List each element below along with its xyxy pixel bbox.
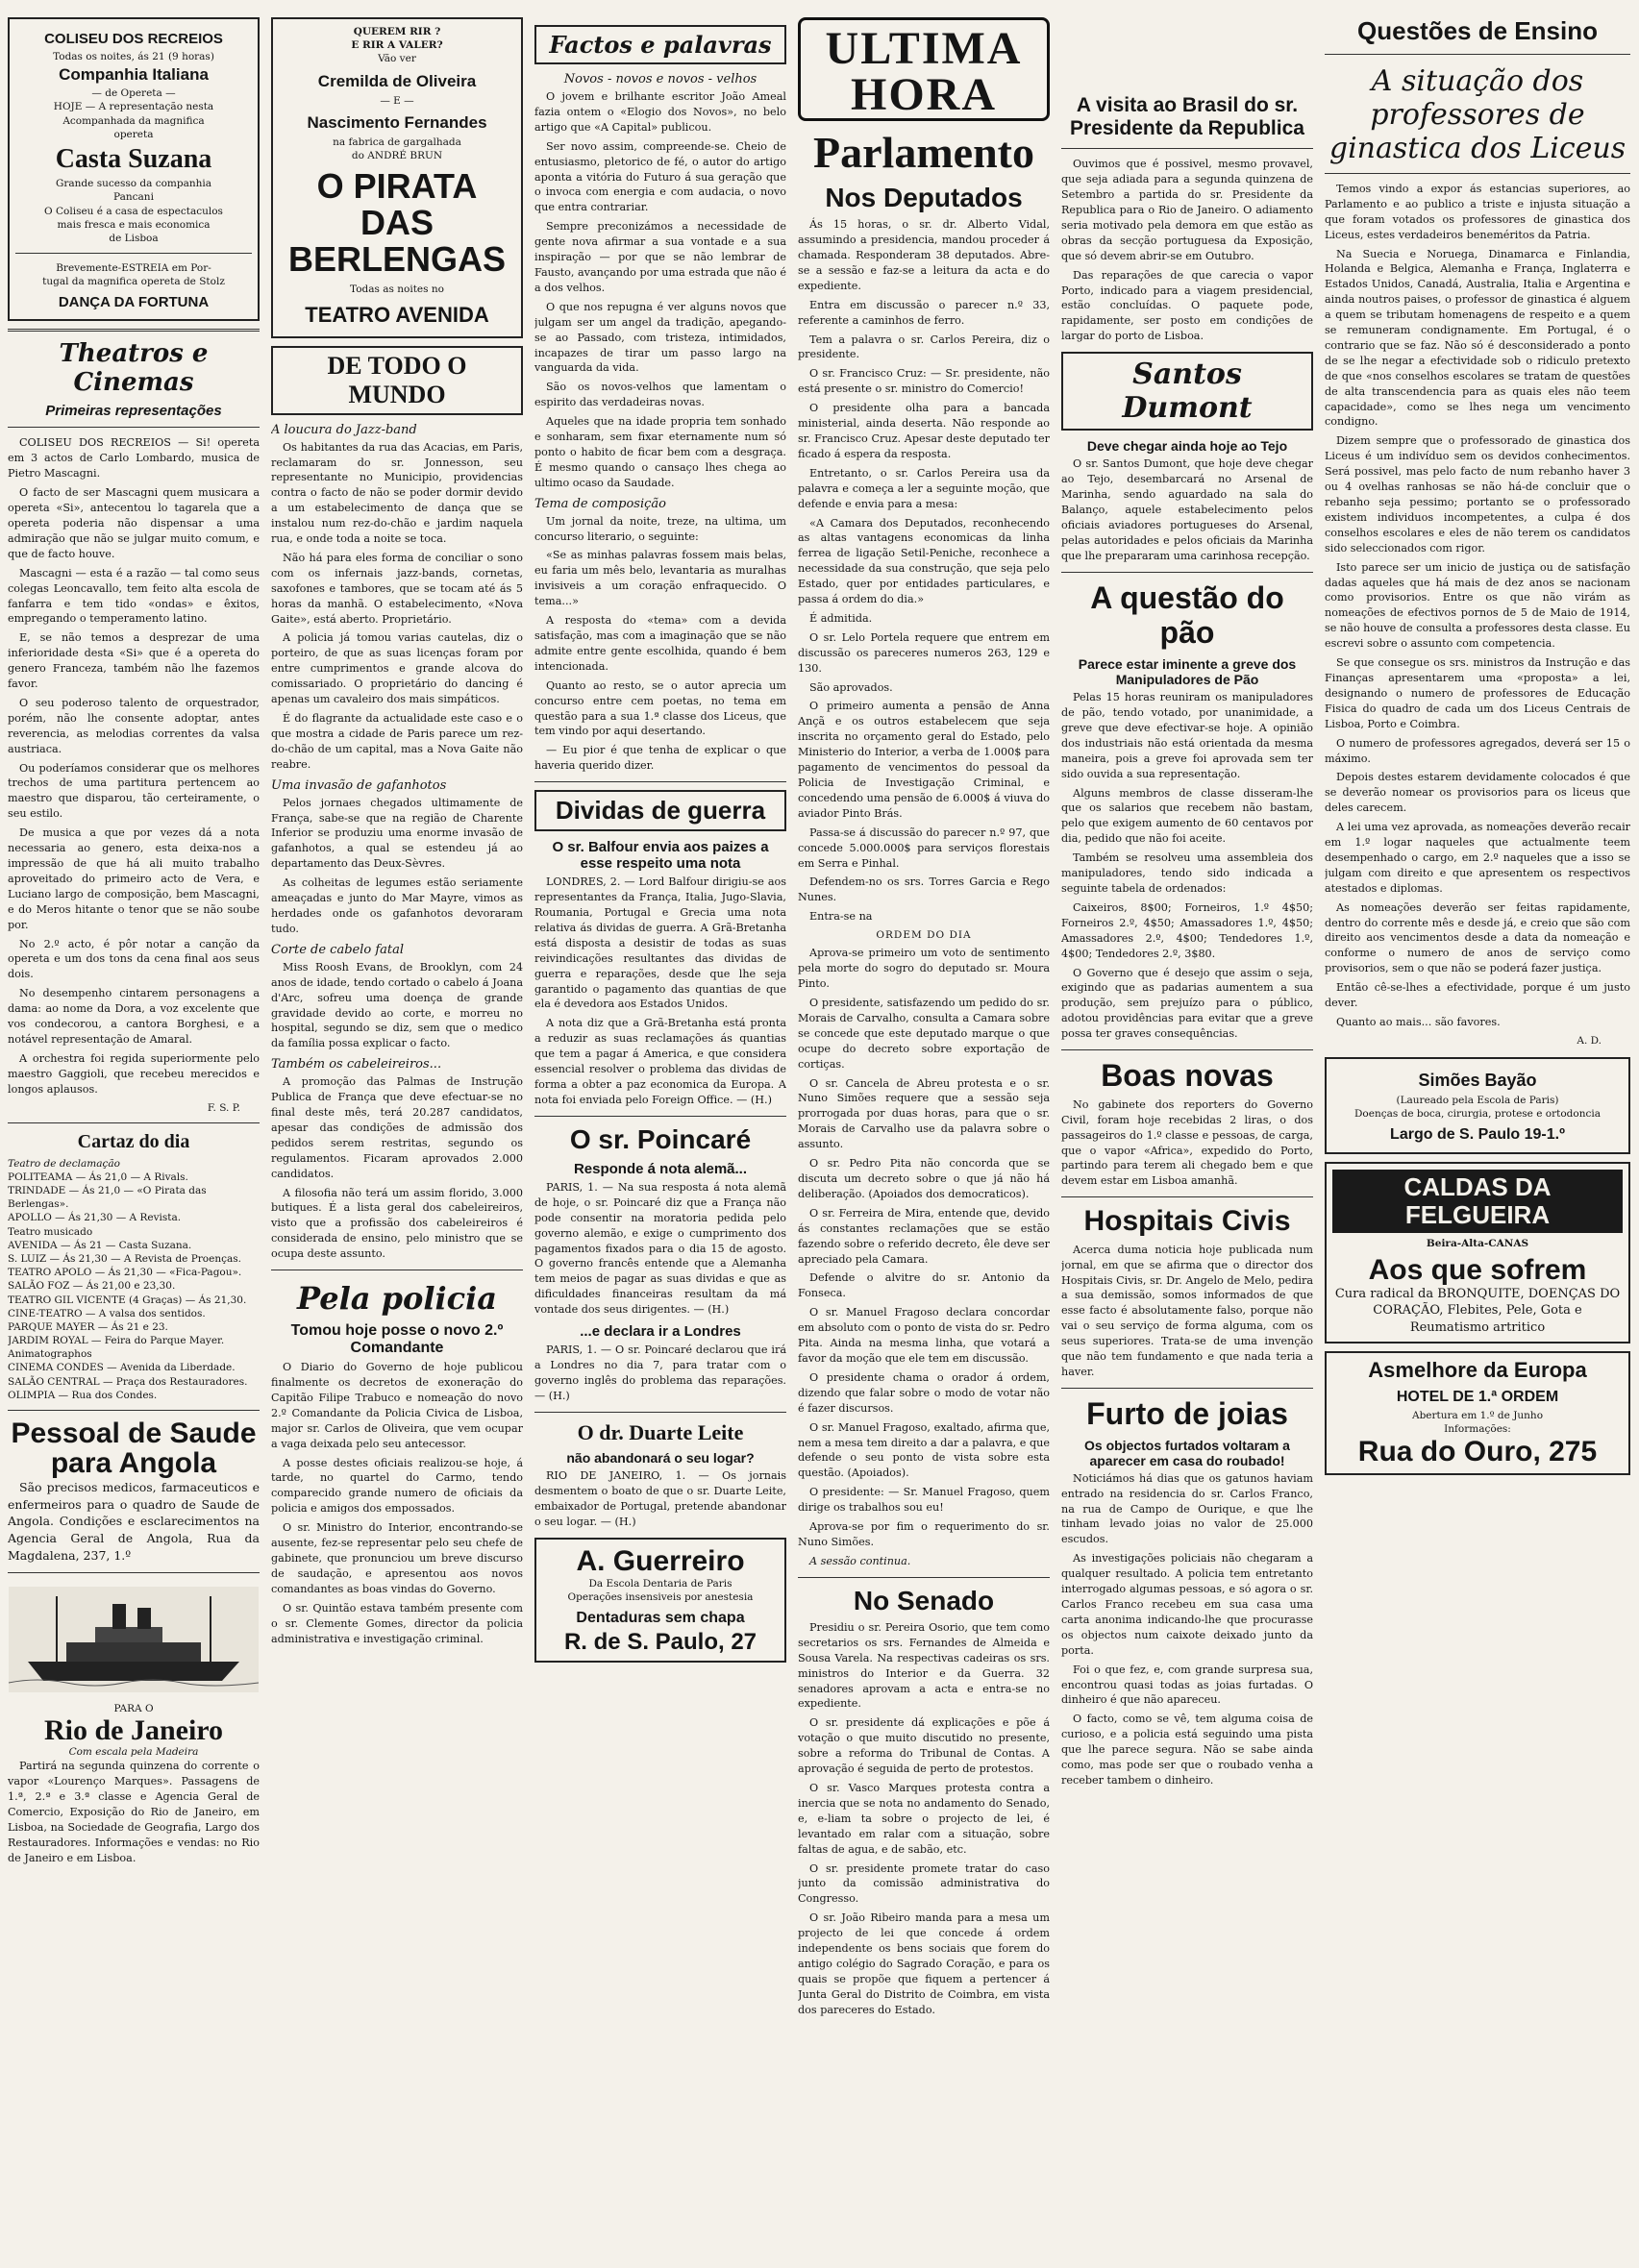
ad-line: HOJE — A representação nesta xyxy=(53,101,214,113)
paragraph: A posse destes oficiais realizou-se hoje, á tarde, no quartel do Carmo, tendo comparecido grande numero de oficiais da policia e amigos dos empossados. xyxy=(271,1456,523,1516)
cartaz-line: OLIMPIA — Rua dos Condes. xyxy=(8,1389,158,1401)
coliseu-ad xyxy=(8,17,260,321)
paragraph: O sr. Manuel Fragoso declara concordar em absoluto com o ponto de vista do sr. Pedro Pita. Ainda na mesma linha, que votará a favor da moção que ele tem em discussão. xyxy=(798,1306,1050,1365)
paragraph: Também se resolveu uma assembleia dos manipuladores, tendo sido indicada a seguinte tabela de ordenados: xyxy=(1061,851,1313,895)
furto-subheading: Os objectos furtados voltaram a aparecer em casa do roubado! xyxy=(1084,1437,1290,1468)
paragraph: De musica a que por vezes dá a nota necessaria ao genero, esta deixa-nos a impressão de que há ali muito trabalho aproveitado do primeiro acto de Vera, e Luciano largo de composição, bem Mascagni, e do Meros hitante o tenor que se não soube por. xyxy=(8,826,260,931)
paragraph: Defendem-no os srs. Torres Garcia e Rego Nunes. xyxy=(798,875,1050,904)
cartaz-line: AVENIDA — Ás 21 — Casta Suzana. xyxy=(8,1239,192,1251)
column-1 xyxy=(8,17,260,2256)
santos-heading: Santos Dumont xyxy=(1061,352,1313,431)
cartaz-line: TEATRO APOLO — Ás 21,30 — «Fica-Pagou». xyxy=(8,1267,242,1279)
cartaz-line: APOLLO — Ás 21,30 — A Revista. xyxy=(8,1212,182,1224)
paragraph: O presidente chama o orador á ordem, dizendo que falar sobre o modo de votar não é fazer discursos. xyxy=(798,1370,1050,1415)
ad-company: Companhia Italiana xyxy=(59,65,209,85)
ad-name: Asmelhore da Europa xyxy=(1368,1358,1587,1383)
rio-heading: Rio de Janeiro xyxy=(43,1713,224,1746)
cartaz-line: Animatographos xyxy=(8,1348,92,1361)
leite-heading: O dr. Duarte Leite xyxy=(577,1419,744,1444)
ad-line: — de Opereta — xyxy=(91,87,176,100)
paragraph: Aprova-se primeiro um voto de sentimento pela morte do sogro do deputado sr. Moura Pinto. xyxy=(798,947,1050,991)
paragraph: Entra em discussão o parecer n.º 33, referente a caminhos de ferro. xyxy=(798,298,1050,327)
leite-subheading: não abandonará o seu logar? xyxy=(566,1450,755,1467)
ensino-heading: Questões de Ensino xyxy=(1357,17,1598,45)
ad-line: Brevemente-ESTREIA em Por- xyxy=(56,262,211,275)
paragraph: No desempenho cintarem personagens a dama: ao nome da Dora, a voz excelente que vos condecorou, a cantora Borghesi, e a notável representação de Amaral. xyxy=(8,987,260,1046)
paragraph: Miss Roosh Evans, de Brooklyn, com 24 anos de idade, tendo cortado o cabelo á Joana d'Arc, sofreu uma doença de grande gravidade devido ao corte, e morreu no hospital, segundo se diz, sem que o medico da família possa explicar o facto. xyxy=(271,960,523,1050)
paragraph: Das reparações de que carecia o vapor Porto, indicado para a viagem presidencial, estão concluídas. O paquete pode, rapidamente, ser posto em condições de largar do porto de Lisboa. xyxy=(1061,268,1313,343)
ad-line: Pancani xyxy=(113,191,154,204)
paragraph: «A Camara dos Deputados, reconhecendo as altas vantagens economicas da linha ferrea de ligação Setil-Peniche, reconhece a necessidade da sua construção, que seja pelo Estado, quer por entidades particulares, e passa á ordem do dia.» xyxy=(798,516,1050,606)
paragraph: «Se as minhas palavras fossem mais belas, eu faria um mês belo, levantaria as muralhas invisiveis a um coração enfraquecido. O tema...» xyxy=(534,549,786,608)
paragraph: Caixeiros, 8$00; Forneiros, 1.º 4$50; Forneiros 2.º, 4$50; Amassadores 1.º, 4$50; Amassadores 2.º, 4$00; Tendedores 1.º, 4$00; Tendedores 2.º, 3$80. xyxy=(1061,900,1313,960)
ad-show-title: Casta Suzana xyxy=(55,143,212,174)
rio-subheading: Com escala pela Madeira xyxy=(68,1746,199,1759)
ad-name: Nascimento Fernandes xyxy=(307,112,487,132)
paragraph: O que nos repugna é ver alguns novos que julgam ser um angel da tradição, apegando-se ao Passado, com tristeza, intimidados, incapazes de tirar um passo largo na vanguarda da vida. xyxy=(534,300,786,375)
deputados-heading: Nos Deputados xyxy=(825,183,1023,212)
ad-line: Vão ver xyxy=(378,53,416,65)
paragraph: Alguns membros de classe disseram-lhe que os salarios que recebem não bastam, pelo que exigem aumento de 60 centavos por dia, pedido que não foi aceite. xyxy=(1061,786,1313,846)
paragraph: Depois destes estarem devidamente colocados é que se deverão nomear os provisorios para os liceus que deles carecem. xyxy=(1325,771,1630,815)
ad-line: (Laureado pela Escola de Paris) xyxy=(1396,1095,1559,1107)
paragraph: Noticiámos há dias que os gatunos haviam entrado na residencia do sr. Carlos Franco, na rua de Campo de Ourique, e que lhe tinham levado joias no valor de 25.000 escudos. xyxy=(1061,1471,1313,1546)
ad-title: COLISEU DOS RECREIOS xyxy=(44,31,223,47)
ad-line: opereta xyxy=(113,128,154,140)
paragraph: A promoção das Palmas de Instrução Publica de França que deve efectuar-se no final deste mês, terá 20.287 candidatos, apesar das condições de admissão dos pedidos serem restritas, segundo os regulamentos. Ficaram aprovados 2.000 candidatos. xyxy=(271,1075,523,1180)
paragraph: Ás 15 horas, o sr. dr. Alberto Vidal, assumindo a presidencia, mandou proceder á chamada. Responderam 38 deputados. Abre-se a sessão e faz-se a leitura da acta e do expediente. xyxy=(798,218,1050,292)
column-2 xyxy=(271,17,523,2256)
dividas-subheading: O sr. Balfour envia aos paizes a esse respeito uma nota xyxy=(552,839,769,873)
senado-heading: No Senado xyxy=(853,1585,995,1615)
ad-address: R. de S. Paulo, 27 xyxy=(563,1628,757,1655)
paragraph: No 2.º acto, é pôr notar a canção da opereta e um dos tons da cena final aos seus dois. xyxy=(8,937,260,981)
paragraph: O Governo que é desejo que assim o seja, exigindo que as padarias aumentem a sua produção, sem prejuízo para o público, adotou providências para evitar que a greve possa ter graves consequências. xyxy=(1061,966,1313,1041)
signature: A. D. xyxy=(1577,1034,1602,1047)
ad-line: mais fresca e mais economica xyxy=(57,218,211,231)
paragraph: Foi o que fez, e, com grande surpresa sua, encontrou quasi todas as joias furtadas. O dinheiro é que não apareceu. xyxy=(1061,1663,1313,1707)
bayao-ad xyxy=(1325,1057,1630,1154)
ad-name: Simões Bayão xyxy=(1418,1071,1537,1091)
paragraph: Defende o alvitre do sr. Antonio da Fonseca. xyxy=(798,1271,1050,1300)
rio-pre: PARA O xyxy=(113,1702,154,1714)
paragraph: A lei uma vez aprovada, as nomeações deverão recair em 1.º logar naqueles que actualmente teem desempenhado o cargo, em 2.º naqueles que a isso se julgam com direito e que apresentem os respectivos atestados e diplomas. xyxy=(1325,821,1630,895)
paragraph: O presidente: — Sr. Manuel Fragoso, quem dirige os trabalhos sou eu! xyxy=(798,1486,1050,1515)
paragraph: O seu poderoso talento de orquestrador, porém, não lhe consente adoptar, antes reverencia, as melodias correntes da valsa austriaca. xyxy=(8,696,260,755)
ensino-headline: A situação dos professores de ginastica dos Liceus xyxy=(1329,63,1627,165)
signature: F. S. P. xyxy=(207,1101,240,1114)
paragraph: O sr. Ferreira de Mira, entende que, devido ás constantes reclamações que se estão fazendo sobre o referido decreto, êle deve ser apreciado pela Camara. xyxy=(798,1206,1050,1266)
ultima-hora-banner: ULTIMA HORA xyxy=(798,17,1050,121)
paragraph: O primeiro aumenta a pensão de Anna Ançã e os outros estabelecem que seja inscrita no orçamento geral do Estado, pelo Ministerio do Interior, a verba de 1.000$ para pagamento de vencimentos do pessoal da Policia de Investigação Criminal, e concedendo uma pensão de 6.000$ á viuva do aviador Pinto Brás. xyxy=(798,700,1050,820)
policia-heading: Pela policia xyxy=(297,1280,497,1318)
paragraph: Acerca duma noticia hoje publicada num jornal, em que se afirma que o director dos Hospitais Civis, sr. Dr. Angelo de Melo, pedira a sua demissão, somos informados de que esse facto é absolutamente falso, porque não vai o seu serviço de forma alguma, com os seus superiores. Trata-se de uma invenção que não tem fundamento e que nada teria a haver. xyxy=(1061,1243,1313,1379)
pao-heading: A questão do pão xyxy=(1090,579,1284,651)
paragraph: O sr. Vasco Marques protesta contra a inercia que se nota no andamento do Senado, e, e-liam ta sobre o projecto de lei, é levantado em ralar com a situação, sobre faltas de agua, e de sabão, etc. xyxy=(798,1782,1050,1856)
paragraph: O presidente, satisfazendo um pedido do sr. Morais de Carvalho, consulta a Camara sobre se concede que este deputado marque o que ocupe do decreto sobre exportação de cortiças. xyxy=(798,997,1050,1071)
cartaz-line: JARDIM ROYAL — Feira do Parque Mayer. xyxy=(8,1335,225,1347)
cartaz-line: SALÃO CENTRAL — Praça dos Restauradores. xyxy=(8,1375,248,1388)
paragraph: Um jornal da noite, treze, na ultima, um concurso literario, o seguinte: xyxy=(534,514,786,543)
dividas-heading: Dividas de guerra xyxy=(534,790,786,831)
factos-heading: Factos e palavras xyxy=(534,25,786,64)
paragraph: O sr. Quintão estava também presente com o sr. Clemente Gomes, director da policia administrativa e investigação criminal. xyxy=(271,1601,523,1645)
parlamento-heading: Parlamento xyxy=(813,128,1034,177)
cartaz-line: CINE-TEATRO — A valsa dos sentidos. xyxy=(8,1307,206,1319)
paragraph: O sr. Cancela de Abreu protesta e o sr. Nuno Simões requere que a sessão seja prorrogada por duas horas, para que o sr. Morais de Carvalho use da palavra sobre o assunto. xyxy=(798,1076,1050,1151)
ad-name: A. Guerreiro xyxy=(576,1544,745,1577)
column-4 xyxy=(798,17,1050,2256)
ad-line: E RIR A VALER? xyxy=(351,39,443,52)
cartaz-line: TEATRO GIL VICENTE (4 Graças) — Ás 21,30. xyxy=(8,1294,247,1306)
poincare-subheading-2: ...e declara ir a Londres xyxy=(580,1323,741,1341)
guerreiro-ad xyxy=(534,1538,786,1664)
paragraph: O sr. presidente dá explicações e põe á votação o que muito discutido no presente, sobre a reforma do Tribunal de Contas. A aprovação é seguida de perto de protestos. xyxy=(798,1716,1050,1776)
poincare-subheading: Responde á nota alemã... xyxy=(573,1160,748,1177)
ad-name: CALDAS DA FELGUEIRA xyxy=(1332,1170,1623,1232)
paragraph: O facto, como se vê, tem alguma coisa de curioso, e a policia está seguindo uma pista que lhe parece segura. Não se sabe ainda como, mas pode ser que o roubado venha a receber tambem o dinheiro. xyxy=(1061,1713,1313,1787)
cartaz-line: SALÃO FOZ — Ás 21,00 e 23,30. xyxy=(8,1280,176,1293)
paragraph: Aprova-se por fim o requerimento do sr. Nuno Simões. xyxy=(798,1520,1050,1548)
paragraph: Se que consegue os srs. ministros da Instrução e das Finanças apresentarem uma «proposta» a lei, designando o numero de professores de Educação Fisica do quadro de cada um dos Liceus Centrais de Lisboa, Porto e Coimbra. xyxy=(1325,656,1630,730)
paragraph: LONDRES, 2. — Lord Balfour dirigiu-se aos representantes da França, Italia, Jugo-Slavia, Roumania, Portugal e Grecia uma nota relativa ás dividas de guerra. A Grã-Bretanha está disposta a desistir de todas as suas reivindicações resultantes das dividas de guerra e reparações, desde que lhe seja garantido o pagamento das quantias de que ela é devedora aos Estados Unidos. xyxy=(534,875,786,1011)
paragraph: O sr. Francisco Cruz: — Sr. presidente, não está presente o sr. ministro do Comercio! xyxy=(798,367,1050,396)
paragraph: Temos vindo a expor ás estancias superiores, ao Parlamento e ao publico a triste e injusta situação a que foram votados os professores de ginastica dos Liceus, estes verdadeiros beneméritos da Patria. xyxy=(1325,182,1630,241)
cartaz-line: POLITEAMA — Ás 21,0 — A Rivals. xyxy=(8,1171,188,1183)
cartaz-line: CINEMA CONDES — Avenida da Liberdade. xyxy=(8,1362,236,1374)
ad-line: Dentaduras sem chapa xyxy=(576,1609,745,1626)
santos-subheading: Deve chegar ainda hoje ao Tejo xyxy=(1086,438,1288,455)
ad-line: do ANDRÉ BRUN xyxy=(351,149,443,161)
felgueira-ad xyxy=(1325,1162,1630,1344)
ad-line: HOTEL DE 1.ª ORDEM xyxy=(1396,1388,1559,1405)
section-head: Tema de composição xyxy=(534,496,666,511)
paragraph: Pelas 15 horas reuniram os manipuladores de pão, tendo votado, por unanimidade, a greve que deve efectivar-se hoje. A opinião dos industriais não está orientada da mesma maneira, pois a greve foi aprovada sem ter sido ouvida a sua representação. xyxy=(1061,691,1313,780)
ad-name: Cremilda de Oliveira xyxy=(317,71,477,90)
paragraph: É admitida. xyxy=(809,611,873,625)
ad-theatre: TEATRO AVENIDA xyxy=(305,302,489,327)
paragraph: Quanto ao mais... são favores. xyxy=(1336,1016,1501,1029)
cartaz-heading: Cartaz do dia xyxy=(77,1130,190,1152)
paragraph: Quanto ao resto, se o autor aprecia um concurso entre cem poetas, no tema em questão para a sua 1.ª classe dos Liceus, que tem vindo por aqui desertando. xyxy=(534,678,786,738)
ad-show-title: O PIRATA DAS BERLENGAS xyxy=(287,166,507,279)
paragraph: Presidiu o sr. Pereira Osorio, que tem como secretarios os srs. Fernandes de Almeida e Sousa Varela. Na respectivas cadeiras os srs. ministros do Interior e da Guerra. 32 senadores aprovam a acta e entra-se no expediente. xyxy=(798,1620,1050,1711)
section-head: Corte de cabelo fatal xyxy=(271,942,405,957)
ad-slogan: Aos que sofrem xyxy=(1368,1253,1587,1286)
paragraph: — Eu pior é que tenha de explicar o que haveria querido dizer. xyxy=(534,744,786,773)
paragraph: RIO DE JANEIRO, 1. — Os jornais desmentem o boato de que o sr. Duarte Leite, embaixador de Portugal, pretende abandonar o seu logar. — (H.) xyxy=(534,1469,786,1528)
column-5 xyxy=(1061,17,1313,2256)
ad-line: Cura radical da BRONQUITE, DOENÇAS DO CORAÇÃO, Flebites, Pele, Gota e Reumatismo artritico xyxy=(1334,1286,1621,1335)
cartaz-line: Teatro musicado xyxy=(8,1225,93,1238)
pao-subheading: Parece estar iminente a greve dos Manipuladores de Pão xyxy=(1078,656,1297,688)
boas-novas-heading: Boas novas xyxy=(1101,1058,1274,1094)
theatres-subheading: Primeiras representações xyxy=(45,403,222,420)
ad-line: Acompanhada da magnifica xyxy=(62,114,205,127)
paragraph: O sr. Pedro Pita não concorda que se discuta um decreto sobre o que já não há deliberação. (Apoiados dos democraticos). xyxy=(798,1157,1050,1200)
ad-line: Abertura em 1.º de Junho xyxy=(1411,1409,1544,1421)
paragraph: O sr. Lelo Portela requere que entrem em discussão os pareceres numeros 263, 129 e 130. xyxy=(798,630,1050,675)
paragraph: PARIS, 1. — Na sua resposta á nota alemã de hoje, o sr. Poincaré diz que a França não pode consentir na moratoria pedida pelo governo alemão, e exige o cumprimento dos pagamentos fixados para o dia 15 de agosto. O governo francês entende que a Alemanha tem meios de pagar as suas dividas e que as dificuldades financeiras resultam da má vontade dos seus dirigentes. — (H.) xyxy=(534,1180,786,1317)
paragraph: Os habitantes da rua das Acacias, em Paris, reclamaram do sr. Jonnesson, seu representante no Municipio, providencias contra o facto de não se poder dormir devido a um estabelecimento de dança que se instalou num rez-do-chão e jardim naquela rua, e onde toda a noite se toca. xyxy=(271,440,523,546)
paragraph: O sr. presidente promete tratar do caso junto da comissão administrativa do Congresso. xyxy=(798,1861,1050,1906)
ad-line: — E — xyxy=(380,94,414,107)
ad-line: QUEREM RIR ? xyxy=(353,26,441,37)
ad-line: tugal da magnifica opereta de Stolz xyxy=(42,276,225,288)
ad-line: Operações insensiveis por anestesia xyxy=(567,1590,754,1603)
section-head: Uma invasão de gafanhotos xyxy=(271,777,447,793)
ad-address: Rua do Ouro, 275 xyxy=(1357,1435,1598,1467)
cartaz-line: PARQUE MAYER — Ás 21 e 23. xyxy=(8,1320,168,1333)
paragraph: Dizem sempre que o professorado de ginastica dos Liceus é um indivíduo sem os devidos conhecimentos. Será possivel, mas pelo facto de num rebanho haver 3 ou 4 ovelhas ranhosas se não há-de concluir que o rebanho seja pessimo; portanto se o professorado existem individuos incompetentes, a culpa é dos conselhos escolares e eles de não terem os candidatos sido seleccionados com rigor. xyxy=(1325,434,1630,555)
paragraph: Então cê-se-lhes a efectividade, porque é um justo dever. xyxy=(1325,981,1630,1010)
paragraph: PARIS, 1. — O sr. Poincaré declarou que irá a Londres no dia 7, para tratar com o governo inglês do problema das reparações. — (H.) xyxy=(534,1344,786,1402)
paragraph: São aprovados. xyxy=(809,680,893,694)
paragraph: Isto parece ser um inicio de justiça ou de satisfação dadas aqueles que há mais de dez anos se nacionam como provisorios. Entre os que não virám as nomeações de efectivos pornos de 5 de Maio de 1914, se não houve de consulta a professores desta classe. Eu escrevi sobre o assunto com competencia. xyxy=(1325,560,1630,651)
paragraph: Passa-se á discussão do parecer n.º 97, que concede 5.000.000$ para serviços florestais em Serra e Pinhal. xyxy=(798,826,1050,870)
paragraph: Pelos jornaes chegados ultimamente de França, sabe-se que na região de Charente Inferior se produziu uma enorme invasão de gafanhotos, a qual se estendeu já ao departamento das Deux-Sèvres. xyxy=(271,796,523,871)
ship-illustration xyxy=(8,1587,260,1692)
paragraph: O Diario do Governo de hoje publicou finalmente os decretos de exoneração do Capitão Filipe Trabuco e nomeação do novo 2.º Comandante da Policia Civica de Lisboa, major sr. Carlos de Oliveira, que vem ocupar a vaga deixada pelo seu antecessor. xyxy=(271,1361,523,1450)
paragraph: Entra-se na xyxy=(809,910,873,924)
section-head: Também os cabeleireiros... xyxy=(271,1057,442,1072)
paragraph: Aqueles que na idade propria tem sonhado e sonharam, sem fixar eternamente num só ponto o habito de ficar bem com a desgraça. É mesmo quando o cansaço lhes chega ao ultimo ocaso da Saudade. xyxy=(534,415,786,489)
furto-heading: Furto de joias xyxy=(1086,1395,1288,1431)
paragraph: Tem a palavra o sr. Carlos Pereira, diz o presidente. xyxy=(798,333,1050,361)
paragraph: O sr. Ministro do Interior, encontrando-se ausente, fez-se representar pelo seu chefe de gabinete, que pronunciou um breve discurso de saudação, e apresentou aos novos comandantes as boas vindas do Governo. xyxy=(271,1521,523,1595)
saude-heading: Pessoal de Saude para Angola xyxy=(11,1417,257,1480)
ad-line: Informações: xyxy=(1444,1422,1511,1435)
poincare-heading: O sr. Poincaré xyxy=(569,1123,752,1154)
paragraph: É do flagrante da actualidade este caso e o que mostra a cidade de Paris parece um rez-do-chão de um capital, mas a Nova Gaite não reabre. xyxy=(271,712,523,771)
column-3 xyxy=(534,17,786,2256)
saude-text: São precisos medicos, farmaceuticos e enfermeiros para o quadro de Saude de Angola. Condições e esclarecimentos na Agencia Geral de Angola, Rua da Magdalena, 237, 1.º xyxy=(8,1479,260,1563)
paragraph: A orchestra foi regida superiormente pelo maestro Gaggioli, que recebeu merecidos e longos aplausos. xyxy=(8,1051,260,1096)
ad-address: Largo de S. Paulo 19-1.º xyxy=(1390,1126,1565,1144)
policia-subheading: Tomou hoje posse o novo 2.º Comandante xyxy=(290,1322,504,1357)
paragraph: O sr. Santos Dumont, que hoje deve chegar ao Tejo, desembarcará no Arsenal de Marinha, sendo aguardado na sala do Balanço, aquele estabelecimento pelos oficiais aviadores portugueses do Arsenal, pelas autoridades e pelos oficiais da Marinha que lhe prepararam uma carinhosa recepção. xyxy=(1061,457,1313,562)
hospitais-heading: Hospitais Civis xyxy=(1083,1205,1291,1238)
ad-line: Todas as noites no xyxy=(350,284,444,296)
ad-line: Beira-Alta-CANAS xyxy=(1426,1237,1529,1249)
ordem-heading: ORDEM DO DIA xyxy=(876,929,972,942)
cartaz-line: TRINDADE — Ás 21,0 — «O Pirata das Berlengas». xyxy=(8,1185,207,1211)
paragraph: A nota diz que a Grã-Bretanha está pronta a reduzir as suas reclamações ás quantias que tem a pagar á America, e que considera essencial resolver o problema das dividas de forma a obter a paz economica da Europa. A nota foi enviada pelo Foreign Office. — (H.) xyxy=(534,1017,786,1106)
paragraph: A resposta do «tema» com a devida satisfação, mas com a imaginação que se não admite entre gente escolhida, quando é bem intencionada. xyxy=(534,614,786,673)
paragraph: Não há para eles forma de conciliar o sono com os infernais jazz-bands, cornetas, saxofones e tambores, que se tocam até ás 5 horas da manhã. O estabelecimento, «Nova Gaite», está aberto. Proprietário. xyxy=(271,551,523,626)
rio-text: Partirá na segunda quinzena do corrente o vapor «Lourenço Marques». Passagens de 1.ª, 2.ª e 3.ª classe e Agencia Geral de Comercio, Exposição do Rio de Janeiro, em Lisboa, na Sociedade de Geografia, Largo dos Restauradores. Informações e vendas: no Rio de Janeiro e em Lisboa. xyxy=(8,1760,260,1864)
paragraph: O facto de ser Mascagni quem musicara a opereta «Si», antecentou lo tagarela que a opereta poderia não dispensar a uma admiração que não se julgar muito comum, e que de facto houve. xyxy=(8,486,260,560)
section-head: A loucura do Jazz-band xyxy=(271,422,417,437)
paragraph: Entretanto, o sr. Carlos Pereira usa da palavra e começa a ler a seguinte moção, que defende e envia para a mesa: xyxy=(798,466,1050,510)
paragraph: As nomeações deverão ser feitas rapidamente, dentro do corrente mês e desde já, e creio que são com direito aos vencimentos desde a data da nomeação e conforme o numero de anos de serviço como provisorios, sem o que não se poderá fazer justiça. xyxy=(1325,900,1630,975)
hotel-ad xyxy=(1325,1351,1630,1475)
ad-line: Grande sucesso da companhia xyxy=(56,178,211,190)
theatres-heading: Theatros e Cinemas xyxy=(59,339,209,398)
factos-subheading: Novos - novos e novos - velhos xyxy=(563,72,757,86)
paragraph: O numero de professores agregados, deverá ser 15 o máximo. xyxy=(1325,736,1630,765)
paragraph: COLISEU DOS RECREIOS — Si! opereta em 3 actos de Carlo Lombardo, musica de Pietro Mascagni. xyxy=(8,436,260,481)
ad-show-title-2: DANÇA DA FORTUNA xyxy=(58,294,210,311)
paragraph: Na Suecia e Noruega, Dinamarca e Finlandia, Holanda e Belgica, Alemanha e França, Inglaterra e Estados Unidos, Canadá, Australia, Italia e Argentina e ainda noutros paises, o professor de ginastica é alguem a quem se tributam homenagens de respeito e a quem se remuneram condignamente. Em Portugal, é o contrario que se faz. Não só é desconsiderado a ponto de se lhe negar a efectividade sob o ridiculo pretexto de que «nos conselhos escolares se tratam de questões de alta transcendencia para as quais eles não teem capacidade», como se lhes nega um vencimento condigno. xyxy=(1325,247,1630,429)
ad-line: O Coliseu é a casa de espectaculos xyxy=(44,205,223,217)
cartaz-line: S. LUIZ — Ás 21,30 — A Revista de Proenças. xyxy=(8,1252,241,1265)
paragraph: O sr. João Ribeiro manda para a mesa um projecto de lei que concede á ordem independente os bens sociais que forem do antigo colégio do Sagrado Coração, e para os quais se propõe que fiquem a pertencer á Junta Geral do Distrito de Coimbra, em vista dos pareceres do Estado. xyxy=(798,1911,1050,2016)
cartaz-subheading: Teatro de declamação xyxy=(8,1157,120,1170)
paragraph: Ser novo assim, compreende-se. Cheio de entusiasmo, pletorico de fé, o autor do artigo aponta a vitória do Futuro á sua geração que o invoca com energia e com audacia, o novo que entra contrariar. xyxy=(534,139,786,214)
paragraph: O sr. Manuel Fragoso, exaltado, afirma que, nem a mesa tem direito a dar a palavra, e que defende o seu ponto de vista sobre esta questão. (Apoiados). xyxy=(798,1420,1050,1480)
paragraph: Ouvimos que é possivel, mesmo provavel, que seja adiada para a segunda quinzena de Setembro a partida do sr. Presidente da Republica para o Rio de Janeiro. O adiamento seria motivado pela demora em que estão as obras da secção portuguesa da Exposição, que só devem abrir-se em Outubro. xyxy=(1061,158,1313,262)
ad-line: na fabrica de gargalhada xyxy=(333,136,461,148)
cartaz-list xyxy=(8,1171,260,1402)
paragraph: A filosofia não terá um assim florido, 3.000 butiques. É a lista geral dos cabeleireiros, visto que a profissão dos cabeleireiros é considerada de ensino, pelo ministro que se ocupa deste assunto. xyxy=(271,1186,523,1261)
mundo-heading: DE TODO O MUNDO xyxy=(271,346,523,415)
paragraph: São os novos-velhos que lamentam o espirito das verdadeiras novas. xyxy=(534,381,786,409)
paragraph: As investigações policiais não chegaram a qualquer resultado. A policia tem entretanto interrogado algumas pessoas, e só agora o sr. Carlos Franco recebeu em sua casa uma carta anonima indicando-lhe que procurasse os objectos num caixote deixado junto da porta. xyxy=(1061,1552,1313,1657)
paragraph: A sessão continua. xyxy=(809,1554,911,1567)
paragraph: As colheitas de legumes estão seriamente ameaçadas e junto do Mar Mayre, vimos as herdades onde os gafanhotos devoraram tudo. xyxy=(271,876,523,935)
pirata-ad xyxy=(271,17,523,338)
ad-line: Doenças de boca, cirurgia, protese e ortodoncia xyxy=(1354,1108,1601,1121)
ad-line: Da Escola Dentaria de Paris xyxy=(588,1577,733,1590)
column-6 xyxy=(1325,17,1630,2256)
paragraph: O presidente olha para a bancada ministerial, ainda deserta. Não responde ao sr. Francisco Cruz. Apesar deste deputado ter ficado á espera da resposta. xyxy=(798,402,1050,460)
visita-heading: A visita ao Brasil do sr. Presidente da Republica xyxy=(1070,94,1304,140)
ad-line: Todas os noites, ás 21 (9 horas) xyxy=(53,51,214,62)
paragraph: O jovem e brilhante escritor João Ameal fazia ontem o «Elogio dos Novos», no belo artigo que «A Capital» publicou. xyxy=(534,90,786,134)
paragraph: Ou poderíamos considerar que os melhores trechos de uma partitura pertencem ao maestro que disparou, tão certeiramente, o seu estilo. xyxy=(8,761,260,821)
paragraph: Mascagni — esta é a razão — tal como seus colegas Leoncavallo, tem feito alta escola de fanfarra e tem tido «ondas» e êxitos, empregando o temperamento latino. xyxy=(8,566,260,626)
paragraph: E, se não temos a desprezar de uma inferioridade desta «Si» que é a opereta do genero Franceza, também não lhe fazemos favor. xyxy=(8,631,260,691)
ad-line: de Lisboa xyxy=(109,232,159,244)
paragraph: No gabinete dos reporters do Governo Civil, foram hoje recebidas 2 liras, o dos passageiros do 1.º classe e pessoas, de carga, que o vapor «Africa», expedido do Porto, partindo para terem ali chegado bem e que devem estar em Lisboa amanhã. xyxy=(1061,1097,1313,1188)
paragraph: A policia já tomou varias cautelas, diz o porteiro, de que as suas licenças foram por entre cumprimentos e grande alcova do comissariado. O proprietário do dancing é apenas um cavaleiro dos mais simpáticos. xyxy=(271,631,523,706)
paragraph: Sempre preconizámos a necessidade de gente nova afirmar a sua vontade e a sua inspiração — por que se não lembrar de Fausto, avançando por uma estrada que não é a dos velhos. xyxy=(534,220,786,294)
